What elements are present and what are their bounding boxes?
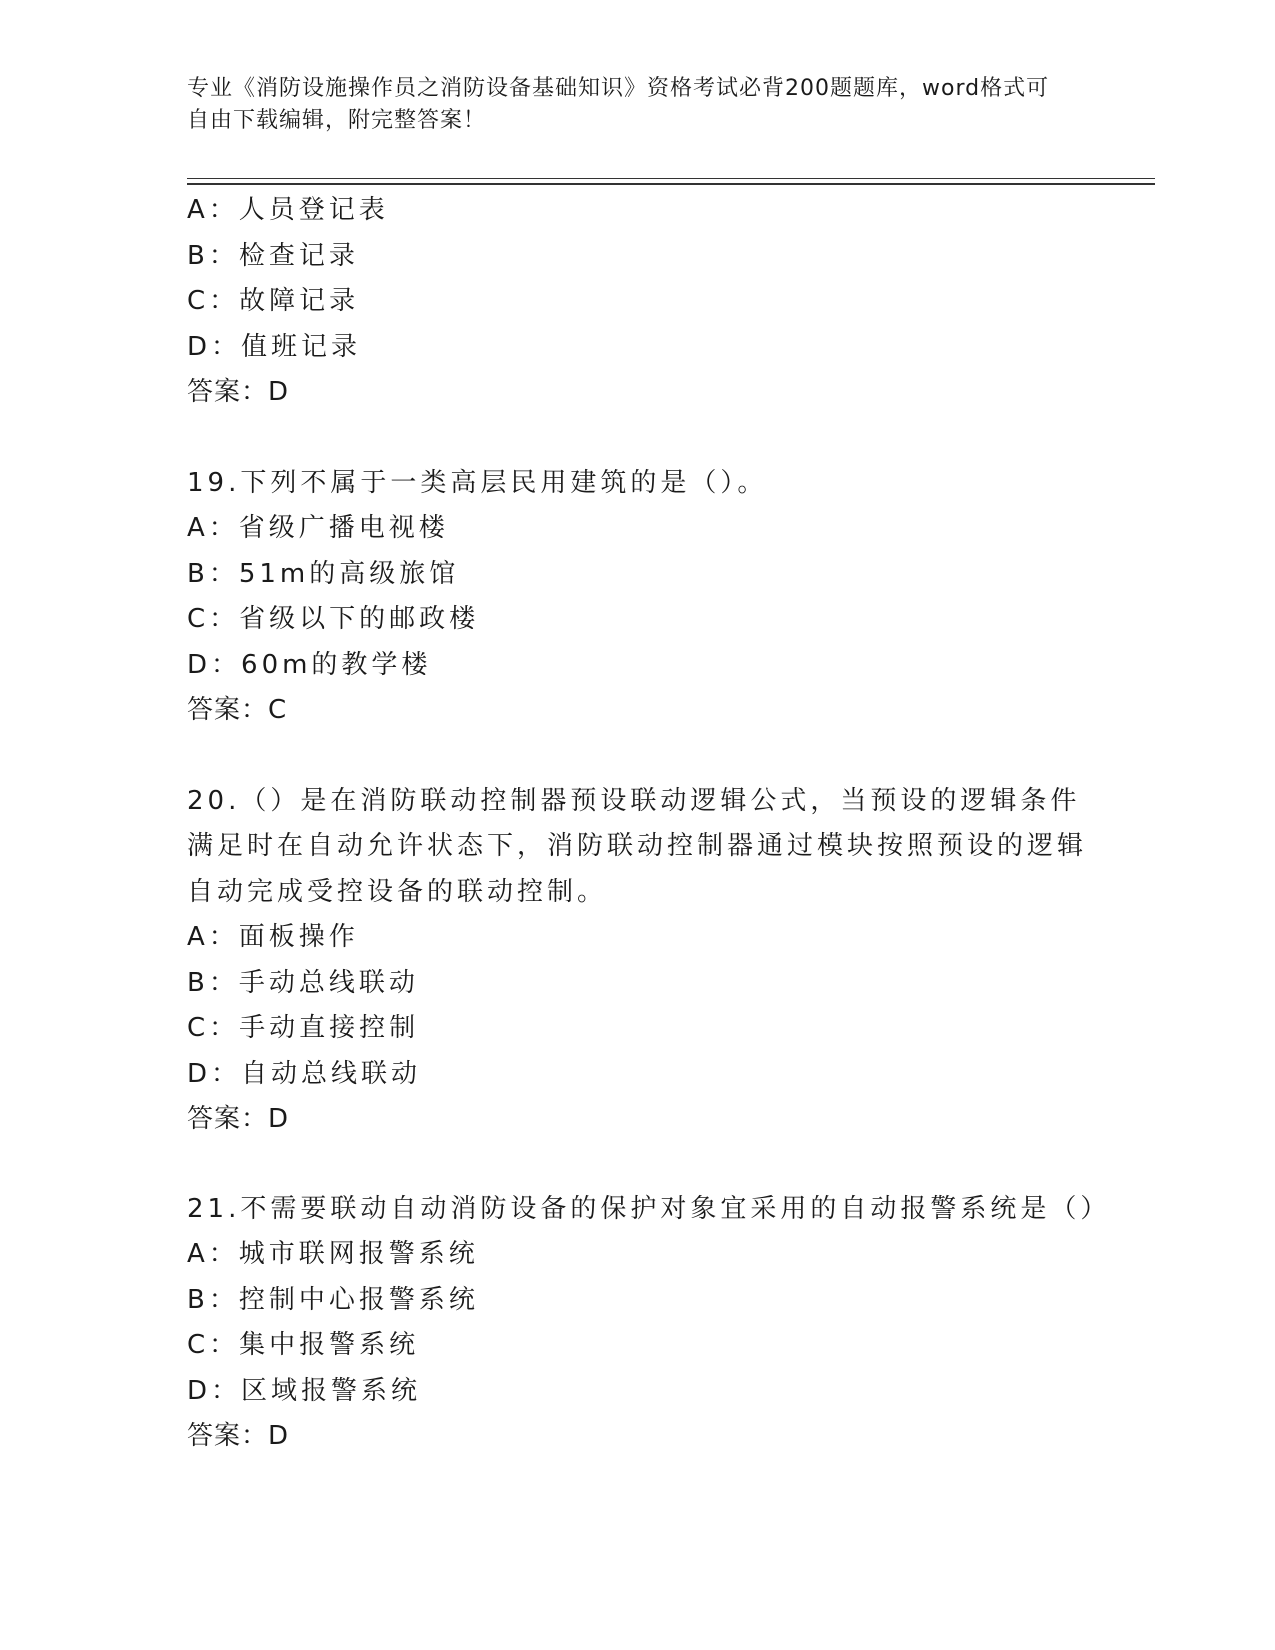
option-b: B：控制中心报警系统: [187, 1284, 479, 1315]
header-divider-thick: [187, 183, 1155, 185]
option-b: B：检查记录: [187, 240, 359, 271]
option-d: D：区域报警系统: [187, 1375, 422, 1406]
answer: 答案：D: [187, 377, 290, 407]
option-d: D：60m的教学楼: [187, 649, 432, 680]
answer: 答案：D: [187, 1104, 290, 1134]
spacer: [187, 1143, 1087, 1187]
option-c: C：故障记录: [187, 286, 360, 316]
question-block-21: [187, 1187, 1111, 1460]
option-a: A：省级广播电视楼: [187, 513, 449, 543]
option-d: D：自动总线联动: [187, 1058, 422, 1089]
question-stem: 21.不需要联动自动消防设备的保护对象宜采用的自动报警系统是（）: [187, 1193, 1111, 1224]
spacer: [187, 734, 1087, 779]
answer: 答案：C: [187, 695, 288, 725]
answer: 答案：D: [187, 1421, 290, 1451]
spacer: [187, 416, 1087, 461]
question-block-18: [187, 188, 1087, 416]
option-b: B：手动总线联动: [187, 967, 419, 998]
option-a: A：面板操作: [187, 922, 359, 952]
option-a: A：城市联网报警系统: [187, 1239, 479, 1269]
question-block-20: [187, 779, 1087, 1143]
question-stem: 19.下列不属于一类高层民用建筑的是（）。: [187, 467, 768, 498]
header-divider-thin: [187, 178, 1155, 179]
option-d: D：值班记录: [187, 331, 362, 362]
question-stem: 20.（）是在消防联动控制器预设联动逻辑公式，当预设的逻辑条件满足时在自动允许状态下，消防联动控制器通过模块按照预设的逻辑自动完成受控设备的联动控制。: [187, 785, 1088, 907]
option-c: C：手动直接控制: [187, 1013, 420, 1043]
document-header: 专业《消防设施操作员之消防设备基础知识》资格考试必背200题题库，word格式可自由下载编辑，附完整答案！: [187, 76, 1050, 133]
question-list: [187, 188, 1111, 1460]
option-a: A：人员登记表: [187, 195, 389, 225]
question-block-19: [187, 461, 1087, 734]
option-c: C：集中报警系统: [187, 1330, 420, 1360]
option-b: B：51m的高级旅馆: [187, 558, 460, 589]
option-c: C：省级以下的邮政楼: [187, 604, 480, 634]
